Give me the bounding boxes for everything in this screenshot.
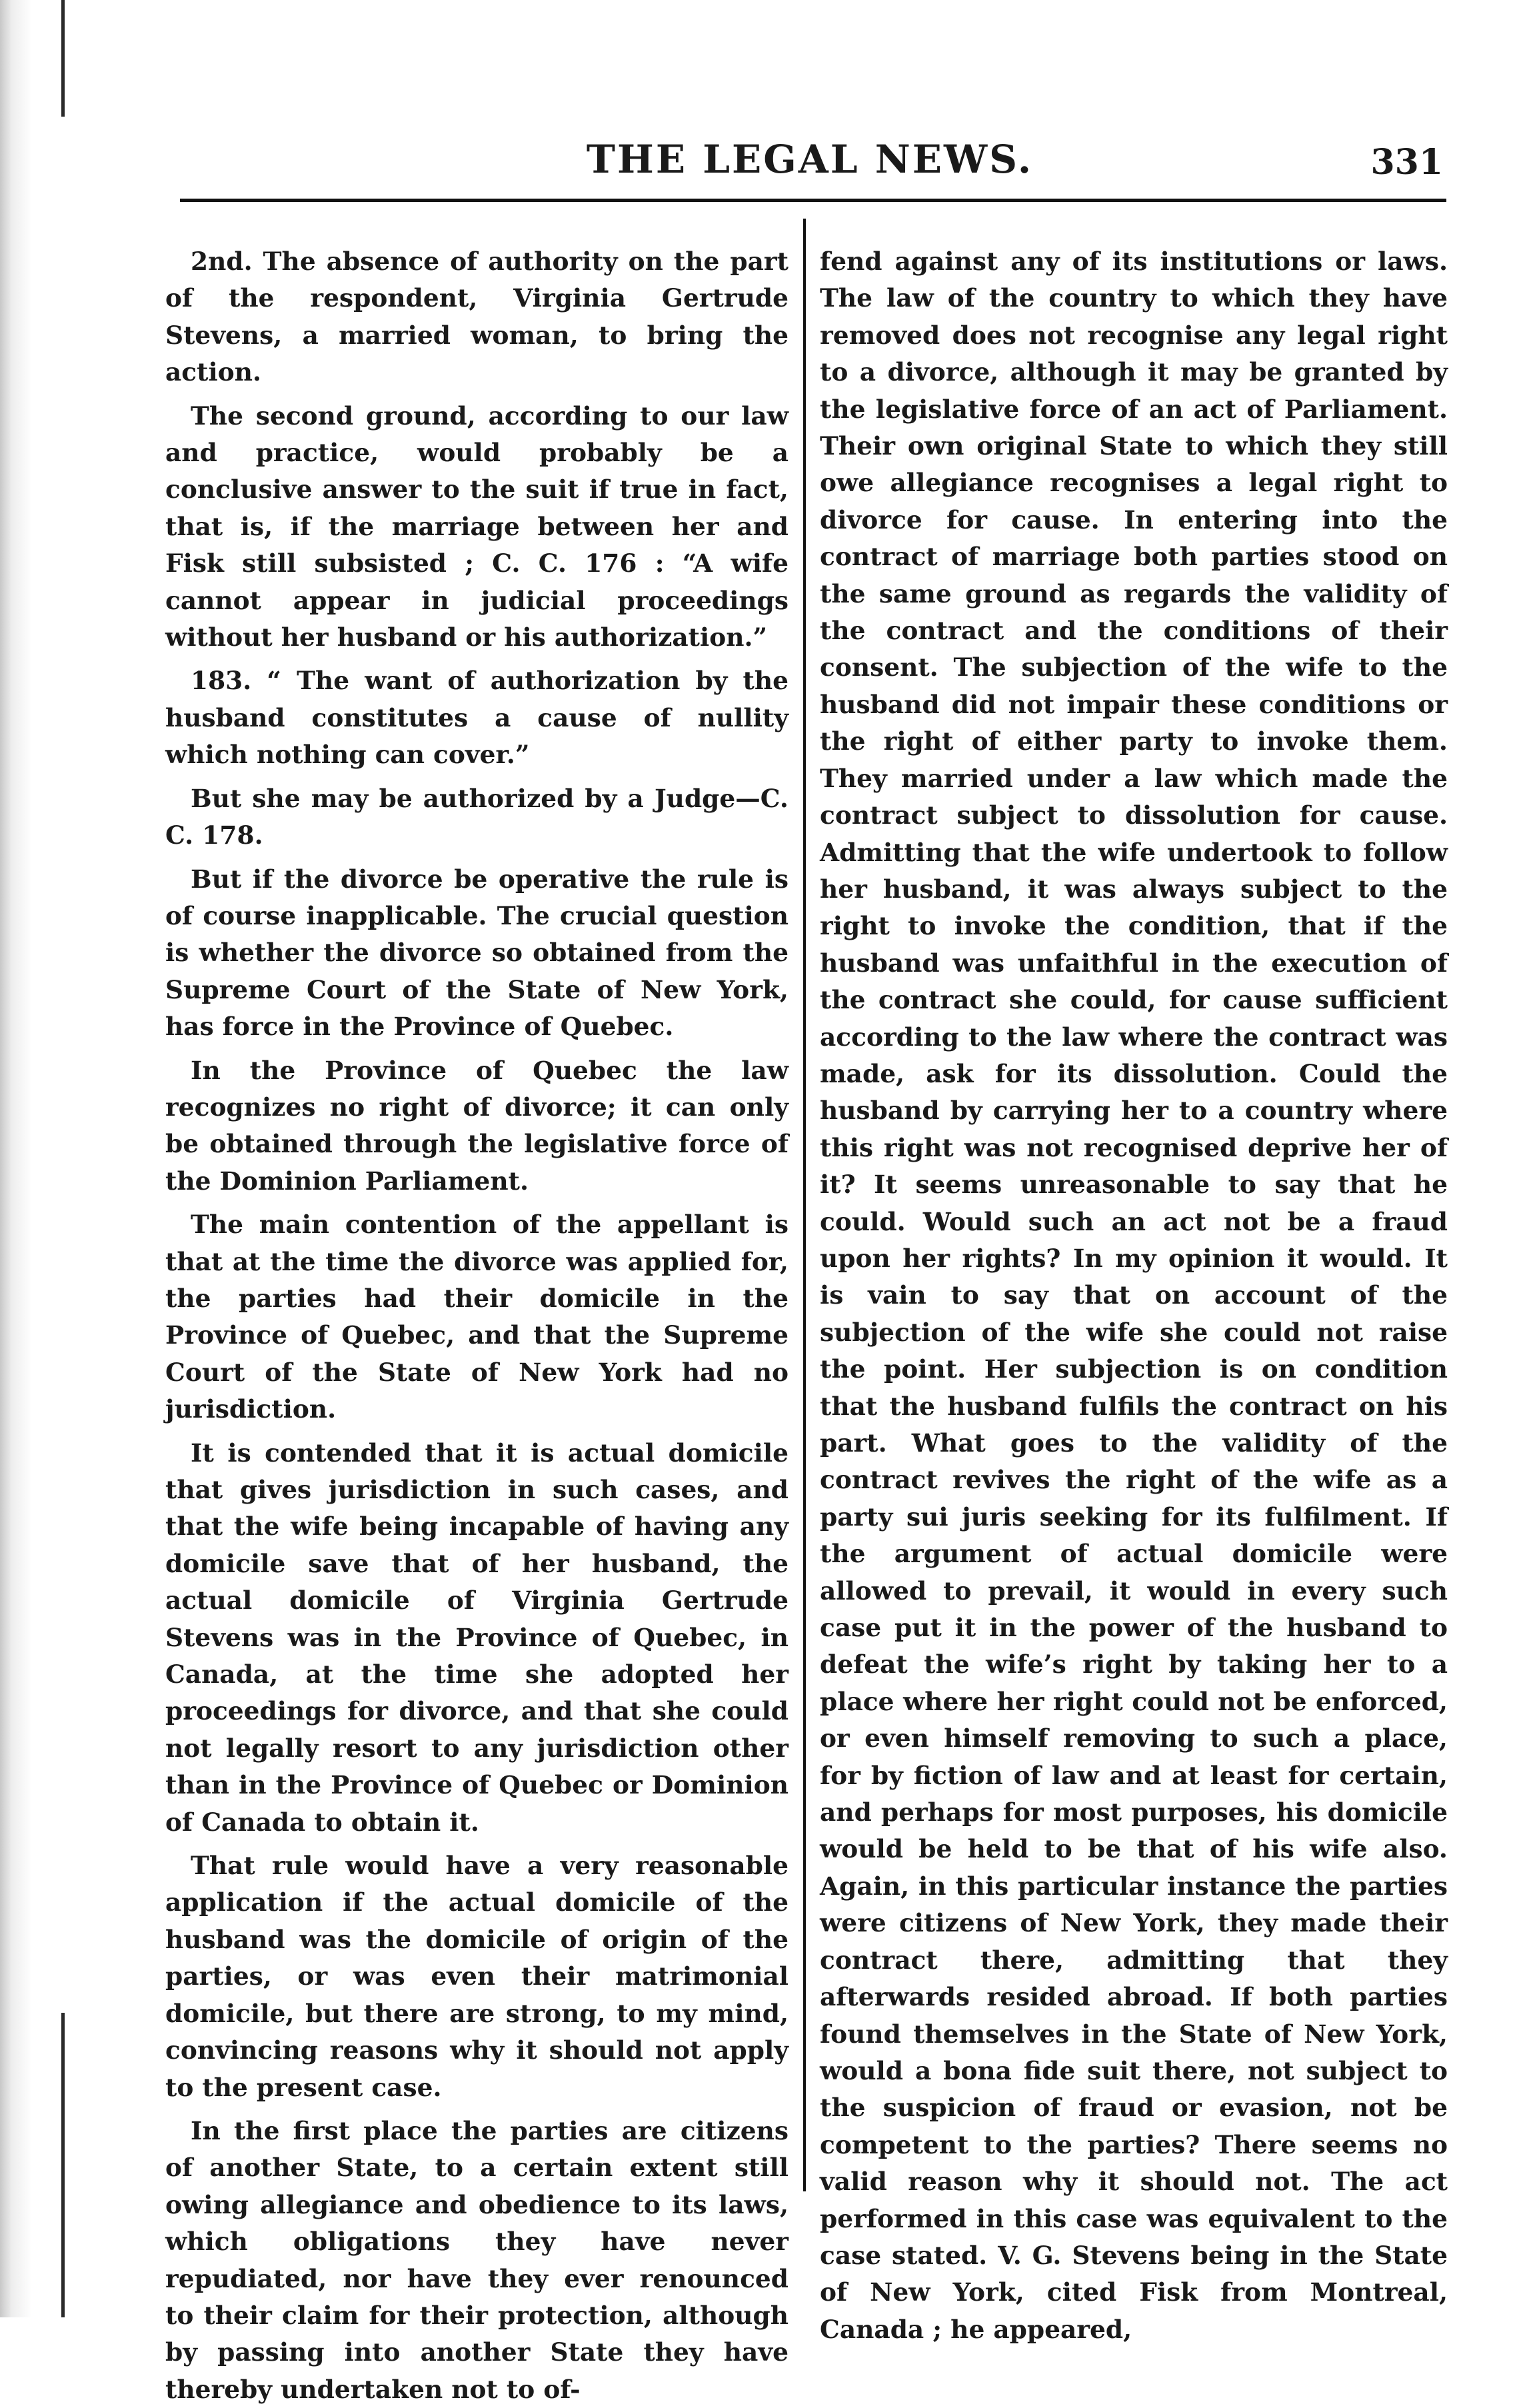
- binding-shadow: [0, 0, 47, 2317]
- paragraph: 183. “ The want of authorization by the husband constitutes a cause of nullity which nothing can cover.”: [165, 666, 788, 770]
- right-column: [820, 243, 1448, 2348]
- page-header: [177, 137, 1443, 203]
- paragraph: But if the divorce be operative the rule is of course inapplicable. The crucial question is whether the divorce so obtained from the Supreme Court of the State of New York, has force in the Province of Quebec.: [165, 864, 788, 1042]
- binding-line-top: [61, 0, 65, 117]
- paragraph: That rule would have a very reasonable application if the actual domicile of the husband was the domicile of origin of the parties, or was even their matrimonial domicile, but there are strong, to my mind, convincing reasons why it should not apply to the present case.: [165, 1851, 788, 2102]
- page-title: THE LEGAL NEWS.: [586, 137, 1034, 182]
- paragraph: fend against any of its institutions or laws. The law of the country to which they have removed does not recognise any legal right to a divorce, although it may be granted by the legislative force of an act of Parliament. Their own original State to which they still owe allegiance recognises a legal right to divorce for cause. In entering into the contract of marriage both parties stood on the same ground as regards the validity of the contract and the conditions of their consent. The subjection of the wife to the husband did not impair these conditions or the right of either party to invoke them. They married under a law which made the contract subject to dissolution for cause. Admitting that the wife undertook to follow her husband, it was always subject to the right to invoke the condition, that if the husband was unfaithful in the execution of the contract she could, for cause sufficient according to the law where the contract was made, ask for its dissolution. Could the husband by carrying her to a country where this right was not recognised deprive her of it? It seems unreasonable to say that he could. Would such an act not be a fraud upon her rights? In my opinion it would. It is vain to say that on account of the subjection of the wife she could not raise the point. Her subjection is on condition that the husband fulfils the contract on his part. What goes to the validity of the contract revives the right of the wife as a party sui juris seeking for its fulfilment. If the argument of actual domicile were allowed to prevail, it would in every such case put it in the power of the husband to defeat the wife’s right by taking her to a place where her right could not be enforced, or even himself removing to such a place, for by fiction of law and at least for certain, and perhaps for most purposes, his domicile would be held to be that of his wife also. Again, in this particular instance the parties were citizens of New York, they made their contract there, admitting that they afterwards resided abroad. If both parties found themselves in the State of New York, would a bona fide suit there, not subject to the suspicion of fraud or evasion, not be competent to the parties? There seems no valid reason why it should not. The act performed in this case was equivalent to the case stated. V. G. Stevens being in the State of New York, cited Fisk from Montreal, Canada ; he appeared,: [820, 247, 1448, 2344]
- paragraph: In the Province of Quebec the law recognizes no right of divorce; it can only be obtained through the legislative force of the Dominion Parliament.: [165, 1055, 788, 1196]
- binding-line-bottom: [61, 2013, 65, 2317]
- paragraph: In the first place the parties are citizens of another State, to a certain extent still owing allegiance and obedience to its laws, which obligations they have never repudiated, nor have they ever renounced to their claim for their protection, although by passing into another State they have thereby undertaken not to of-: [165, 2115, 788, 2404]
- column-divider: [803, 219, 806, 2191]
- paragraph: It is contended that it is actual domicile that gives jurisdiction in such cases, and that the wife being incapable of having any domicile save that of her husband, the actual domicile of Virginia Gertrude Stevens was in the Province of Quebec, in Canada, at the time she adopted her proceedings for divorce, and that she could not legally resort to any jurisdiction other than in the Province of Quebec or Dominion of Canada to obtain it.: [165, 1438, 788, 1837]
- paragraph: The second ground, according to our law and practice, would probably be a conclusive answer to the suit if true in fact, that is, if the marriage between her and Fisk still subsisted ; C. C. 176 : “A wife cannot appear in judicial proceedings without her husband or his authorization.”: [165, 401, 788, 652]
- header-rule: [180, 199, 1446, 202]
- paragraph: 2nd. The absence of authority on the part of the respondent, Virginia Gertrude Stevens, a married woman, to bring the action.: [165, 247, 788, 387]
- page-number: 331: [1370, 142, 1443, 183]
- paragraph: The main contention of the appellant is that at the time the divorce was applied for, the parties had their domicile in the Province of Quebec, and that the Supreme Court of the State of New York had no jurisdiction.: [165, 1210, 788, 1424]
- left-column: [165, 243, 788, 2408]
- paragraph: But she may be authorized by a Judge—C. C. 178.: [165, 783, 788, 850]
